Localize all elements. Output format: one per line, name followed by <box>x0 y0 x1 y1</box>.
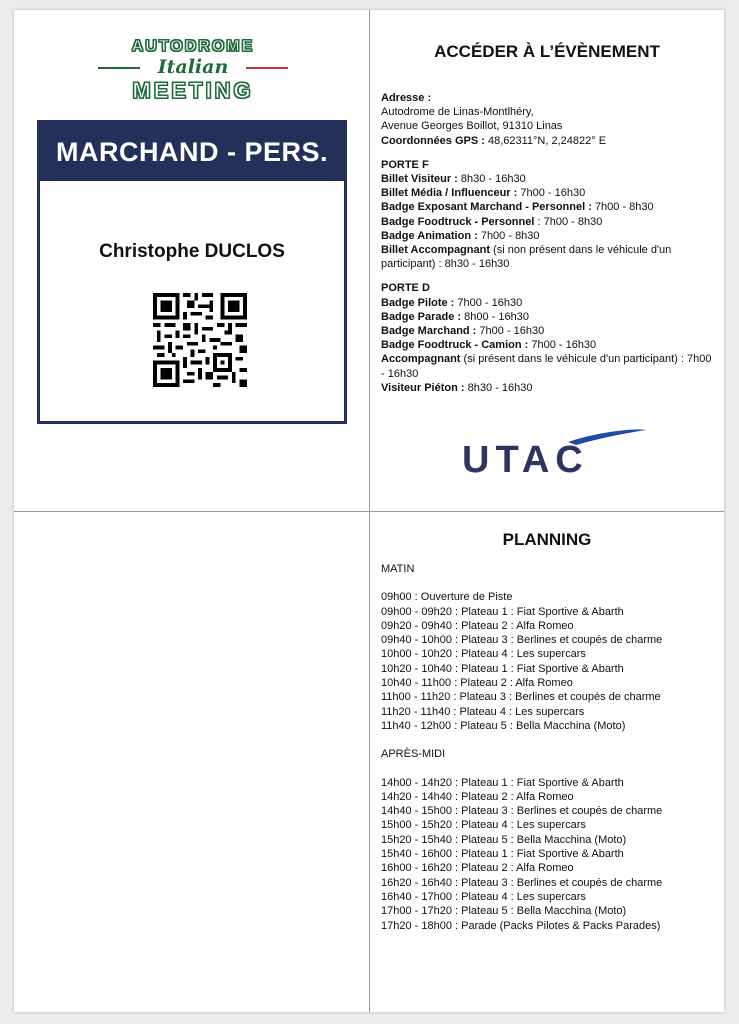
porte-f-row <box>381 243 716 271</box>
row-label: Badge Parade : <box>381 310 462 323</box>
schedule-item: 11h00 - 11h20 : Plateau 3 : Berlines et coupés de charme <box>381 691 661 704</box>
logo-line-italian <box>98 56 288 78</box>
row-label: Badge Marchand : <box>381 325 477 338</box>
row-label: Billet Accompagnant <box>381 244 490 257</box>
row-value: (si présent dans le véhicule d'un participant) : 7h00 - 16h30 <box>381 353 712 380</box>
schedule-item: 10h40 - 11h00 : Plateau 2 : Alfa Romeo <box>381 677 573 690</box>
porte-d-row <box>381 352 716 380</box>
schedule-item: 16h00 - 16h20 : Plateau 2 : Alfa Romeo <box>381 862 574 875</box>
row-label: Billet Média / Influenceur : <box>381 187 518 200</box>
logo-script-text: Italian <box>157 56 229 78</box>
row-value: 7h00 - 8h30 <box>591 201 654 214</box>
schedule-item: 09h00 : Ouverture de Piste <box>381 591 513 604</box>
schedule-item: 09h40 - 10h00 : Plateau 3 : Berlines et coupés de charme <box>381 634 663 647</box>
badge-holder-name: Christophe DUCLOS <box>99 241 285 262</box>
row-value: 7h00 - 16h30 <box>454 296 523 309</box>
utac-logo <box>448 428 648 478</box>
schedule-item: 09h20 - 09h40 : Plateau 2 : Alfa Romeo <box>381 619 574 632</box>
gps-label: Coordonnées GPS : <box>381 134 485 147</box>
row-value: 8h30 - 16h30 <box>464 381 533 394</box>
row-value: 7h00 - 16h30 <box>476 325 545 338</box>
row-label: Badge Pilote : <box>381 296 455 309</box>
logo-line-autodrome: AUTODROME <box>131 38 255 55</box>
row-label: Billet Visiteur : <box>381 173 458 186</box>
fold-line-horizontal <box>14 511 724 512</box>
schedule-item: 14h40 - 15h00 : Plateau 3 : Berlines et coupés de charme <box>381 805 663 818</box>
row-label: Visiteur Piéton : <box>381 381 465 394</box>
ticket-sheet <box>14 10 724 1012</box>
porte-d-row <box>381 310 716 324</box>
row-value: 7h00 - 16h30 <box>517 187 586 200</box>
schedule-item: 10h00 - 10h20 : Plateau 4 : Les supercars <box>381 648 586 661</box>
row-value: 7h00 - 16h30 <box>528 339 597 352</box>
gps-row <box>381 134 716 148</box>
access-title: ACCÉDER À L’ÉVÈNEMENT <box>434 42 660 61</box>
schedule-item: 15h40 - 16h00 : Plateau 1 : Fiat Sportive & Abarth <box>381 848 624 861</box>
row-label: Badge Exposant Marchand - Personnel : <box>381 201 592 214</box>
porte-f-row <box>381 186 716 200</box>
schedule-item: 16h20 - 16h40 : Plateau 3 : Berlines et coupés de charme <box>381 876 663 889</box>
afternoon-schedule <box>381 776 716 933</box>
row-value: 7h00 - 8h30 <box>477 229 540 242</box>
row-label: Accompagnant <box>381 353 461 366</box>
schedule-item: 16h40 - 17h00 : Plateau 4 : Les supercars <box>381 890 586 903</box>
schedule-item: 17h00 - 17h20 : Plateau 5 : Bella Macchina (Moto) <box>381 905 627 918</box>
porte-d-row <box>381 338 716 352</box>
gps-value: 48,62311°N, 2,24822° E <box>484 134 607 147</box>
schedule-item: 15h20 - 15h40 : Plateau 5 : Bella Macchina (Moto) <box>381 833 627 846</box>
row-value: 8h00 - 16h30 <box>461 310 529 323</box>
address-line-1: Autodrome de Linas-Montlhéry, <box>381 106 534 119</box>
porte-f-row <box>381 172 716 186</box>
porte-d-row <box>381 296 716 310</box>
schedule-item: 11h40 - 12h00 : Plateau 5 : Bella Macchina (Moto) <box>381 719 626 732</box>
logo-green-stripe <box>98 67 140 69</box>
planning-list <box>381 562 716 933</box>
porte-d-title: PORTE D <box>381 282 430 295</box>
schedule-item: 14h00 - 14h20 : Plateau 1 : Fiat Sportive & Abarth <box>381 776 624 789</box>
access-badge <box>37 120 347 424</box>
porte-d-row <box>381 381 716 395</box>
row-value: : 7h00 - 8h30 <box>534 215 603 228</box>
address-label: Adresse : <box>381 92 432 104</box>
porte-d-row <box>381 324 716 338</box>
porte-f-row <box>381 215 716 229</box>
porte-f-title: PORTE F <box>381 158 429 171</box>
porte-f-row <box>381 200 716 214</box>
schedule-item: 11h20 - 11h40 : Plateau 4 : Les supercars <box>381 705 585 718</box>
porte-f-row <box>381 229 716 243</box>
schedule-item: 17h20 - 18h00 : Parade (Packs Pilotes & Packs Parades) <box>381 919 661 932</box>
row-value: 8h30 - 16h30 <box>457 173 526 186</box>
logo-line-meeting: MEETING <box>132 78 254 103</box>
morning-label: MATIN <box>381 563 415 575</box>
row-label: Badge Animation : <box>381 229 478 242</box>
schedule-item: 15h00 - 15h20 : Plateau 4 : Les supercars <box>381 819 586 832</box>
schedule-item: 14h20 - 14h40 : Plateau 2 : Alfa Romeo <box>381 790 574 803</box>
badge-role: MARCHAND - PERS. <box>40 123 344 181</box>
afternoon-label: APRÈS-MIDI <box>381 748 446 761</box>
schedule-item: 10h20 - 10h40 : Plateau 1 : Fiat Sportive & Abarth <box>381 662 624 675</box>
qr-code <box>153 293 247 387</box>
access-info <box>381 91 716 395</box>
planning-title: PLANNING <box>502 530 592 549</box>
row-value: (si non présent dans le véhicule d'un participant) : 8h30 - 16h30 <box>381 244 672 271</box>
morning-schedule <box>381 590 716 733</box>
row-label: Badge Foodtruck - Personnel <box>381 215 535 228</box>
event-logo <box>98 38 288 104</box>
utac-wordmark: UTAC <box>462 439 589 478</box>
address-line-2: Avenue Georges Boillot, 91310 Linas <box>381 120 563 133</box>
logo-red-stripe <box>246 67 288 69</box>
row-label: Badge Foodtruck - Camion : <box>381 339 529 352</box>
schedule-item: 09h00 - 09h20 : Plateau 1 : Fiat Sportive & Abarth <box>381 605 624 618</box>
